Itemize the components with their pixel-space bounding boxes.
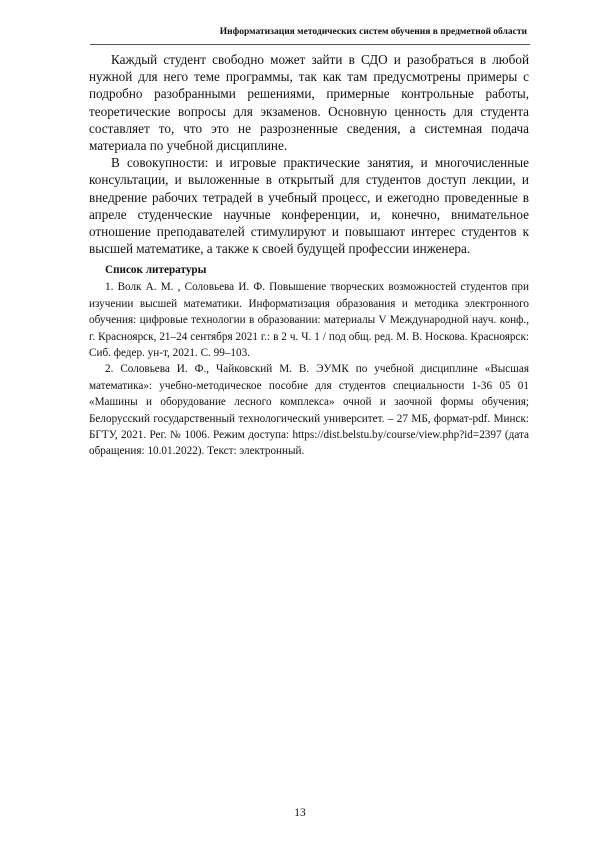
- references-title: Список литературы: [105, 264, 207, 276]
- body-text: [89, 51, 529, 257]
- running-head: Информатизация методических систем обучения в предметной области: [219, 27, 527, 37]
- body-paragraph: В совокупности: и игровые практические занятия, и многочисленные консультации, и выложенные в открытый для студентов доступ лекции, и внедрение рабочих тетрадей в учебный процесс, и ежегодно проведенные в апреле студенческие научные конференции, и, конечно, внимательное отношение преподавателей стимулируют и повышают интерес студентов к высшей математике, а также к своей будущей профессии инженера.: [89, 155, 529, 257]
- header-rule: [90, 44, 530, 45]
- references-section: [89, 262, 529, 460]
- page-number: 13: [294, 807, 306, 819]
- body-paragraph: Каждый студент свободно может зайти в СДО и разобраться в любой нужной для него теме программы, так как там предусмотрены примеры с подробно разобранными решениями, примерные контрольные работы, теоретические вопросы для экзаменов. Основную ценность для студента составляет то, что это не разрозненные сведения, а системная подача материала по учебной дисциплине.: [89, 52, 529, 154]
- reference-item: 1. Волк А. М. , Соловьева И. Ф. Повышение творческих возможностей студентов при изучении высшей математики. Информатизация образования и методика электронного обучения: цифровые технологии в образовании: материалы V Международной науч. конф., г. Красноярск, 21–24 сентября 2021 г.: в 2 ч. Ч. 1 / под общ. ред. М. В. Носкова. Красноярск: Сиб. федер. ун-т, 2021. С. 99–103.: [89, 281, 529, 360]
- reference-item: 2. Соловьева И. Ф., Чайковский М. В. ЭУМК по учебной дисциплине «Высшая математика»: учебно-методическое пособие для студентов специальности 1-36 05 01 «Машины и оборудование лесного комплекса» очной и заочной формы обучения; Белорусский государственный технологический университет. – 27 МБ, формат-pdf. Минск: БГТУ, 2021. Рег. № 1006. Режим доступа: https://dist.belstu.by/course/view.php?id=2397 (дата обращения: 10.01.2022). Текст: электронный.: [89, 363, 529, 458]
